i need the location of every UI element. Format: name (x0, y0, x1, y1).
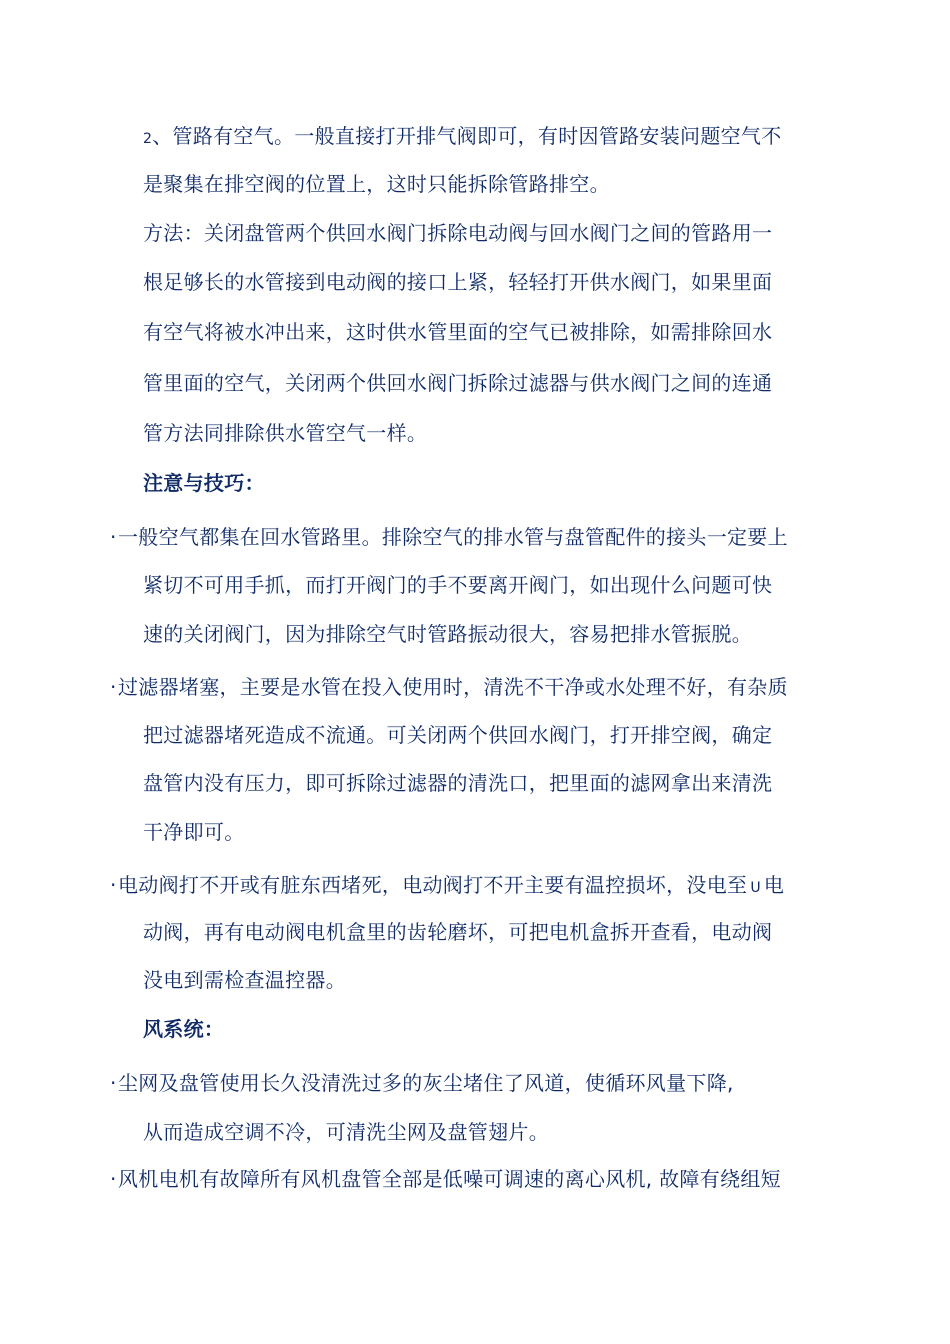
bullet-marker: · (110, 525, 117, 549)
bullet-marker: · (110, 873, 117, 897)
section-heading: 注意与技巧： (143, 471, 265, 495)
text-line: 没电到需检查温控器。 (143, 968, 346, 992)
text-line: 风机电机有故障所有风机盘管全部是低噪可调速的离心风机, 故障有绕组短 (118, 1167, 781, 1191)
text-line: 尘网及盘管使用长久没清洗过多的灰尘堵住了风道，使循环风量下降, (118, 1071, 734, 1095)
line-text-tail: 电 (763, 873, 785, 897)
text-line: 有空气将被水冲出来，这时供水管里面的空气已被排除，如需排除回水 (143, 320, 773, 344)
text-line: 把过滤器堵死造成不流通。可关闭两个供回水阀门，打开排空阀，确定 (143, 723, 773, 747)
text-line: 管方法同排除供水管空气一样。 (143, 421, 428, 445)
bullet-marker: · (110, 1071, 117, 1095)
bullet-marker: · (110, 1167, 117, 1191)
text-line: 盘管内没有压力，即可拆除过滤器的清洗口，把里面的滤网拿出来清洗 (143, 771, 773, 795)
text-line: 紧切不可用手抓，而打开阀门的手不要离开阀门，如出现什么问题可快 (143, 573, 773, 597)
section-heading: 风系统： (143, 1017, 225, 1041)
text-line: 管里面的空气，关闭两个供回水阀门拆除过滤器与供水阀门之间的连通 (143, 371, 773, 395)
text-line (118, 873, 784, 900)
line-text: 电动阀打不开或有脏东西堵死，电动阀打不开主要有温控损坏，没电至 (118, 873, 748, 897)
text-line: 是聚集在排空阀的位置上，这时只能拆除管路排空。 (143, 172, 610, 196)
list-number: 2 (143, 131, 153, 147)
text-line: 根足够长的水管接到电动阀的接口上紧，轻轻打开供水阀门，如果里面 (143, 270, 773, 294)
text-line: 从而造成空调不冷，可清洗尘网及盘管翅片。 (143, 1120, 549, 1144)
text-line: 干净即可。 (143, 820, 245, 844)
text-line: 速的关闭阀门，因为排除空气时管路振动很大，容易把排水管振脱。 (143, 622, 752, 646)
text-line: 动阀，再有电动阀电机盒里的齿轮磨坏，可把电机盒拆开查看，电动阀 (143, 920, 773, 944)
text-line: 一般空气都集在回水管路里。排除空气的排水管与盘管配件的接头一定要上 (118, 525, 788, 549)
line-text: 、管路有空气。一般直接打开排气阀即可，有时因管路安装问题空气不 (152, 124, 782, 148)
text-line: 方法：关闭盘管两个供回水阀门拆除电动阀与回水阀门之间的管路用一 (143, 221, 773, 245)
bullet-marker: · (110, 675, 117, 699)
small-char: U (750, 880, 761, 896)
text-line (143, 124, 782, 151)
text-line: 过滤器堵塞，主要是水管在投入使用时，清洗不干净或水处理不好，有杂质 (118, 675, 788, 699)
